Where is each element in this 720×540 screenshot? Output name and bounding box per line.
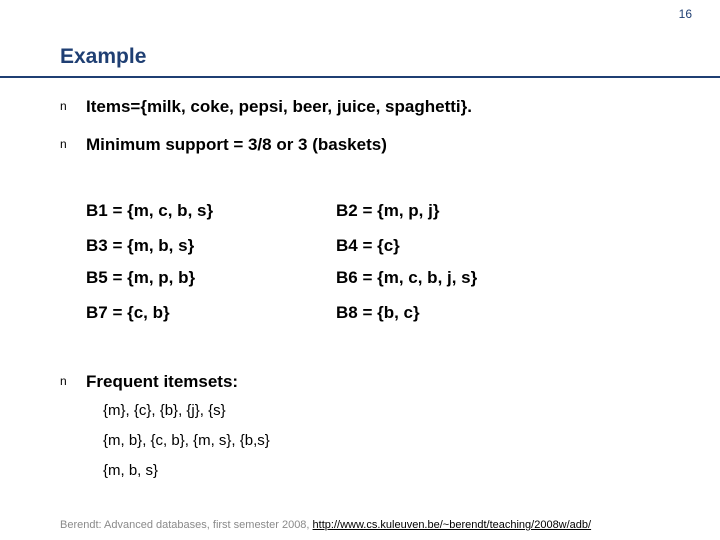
basket-b4: B4 = {c} [336, 236, 400, 255]
title-divider [0, 76, 720, 78]
basket-b6: B6 = {m, c, b, j, s} [336, 268, 478, 287]
slide-title: Example [60, 45, 147, 68]
basket-b3: B3 = {m, b, s} [86, 236, 195, 255]
bullet-text: Frequent itemsets: [86, 372, 239, 391]
bullet-frequent-itemsets [60, 372, 238, 392]
basket-b7: B7 = {c, b} [86, 303, 170, 322]
bullet-marker: n [60, 137, 67, 151]
slide-number: 16 [678, 7, 692, 21]
basket-b8: B8 = {b, c} [336, 303, 420, 322]
itemsets-size-3: {m, b, s} [103, 462, 159, 479]
bullet-marker: n [60, 374, 67, 388]
footer [60, 519, 591, 531]
footer-text: Berendt: Advanced databases, first semester 2008, [60, 519, 313, 531]
bullet-min-support [60, 135, 387, 155]
bullet-text: Items={milk, coke, pepsi, beer, juice, spaghetti}. [86, 97, 472, 116]
bullet-text: Minimum support = 3/8 or 3 (baskets) [86, 135, 387, 154]
itemsets-size-2: {m, b}, {c, b}, {m, s}, {b,s} [103, 432, 270, 449]
basket-b1: B1 = {m, c, b, s} [86, 201, 214, 220]
course-link[interactable]: http://www.cs.kuleuven.be/~berendt/teaching/2008w/adb/ [312, 519, 592, 531]
bullet-items [60, 97, 472, 117]
basket-b2: B2 = {m, p, j} [336, 201, 440, 220]
basket-b5: B5 = {m, p, b} [86, 268, 196, 287]
itemsets-size-1: {m}, {c}, {b}, {j}, {s} [103, 402, 226, 419]
bullet-marker: n [60, 99, 67, 113]
